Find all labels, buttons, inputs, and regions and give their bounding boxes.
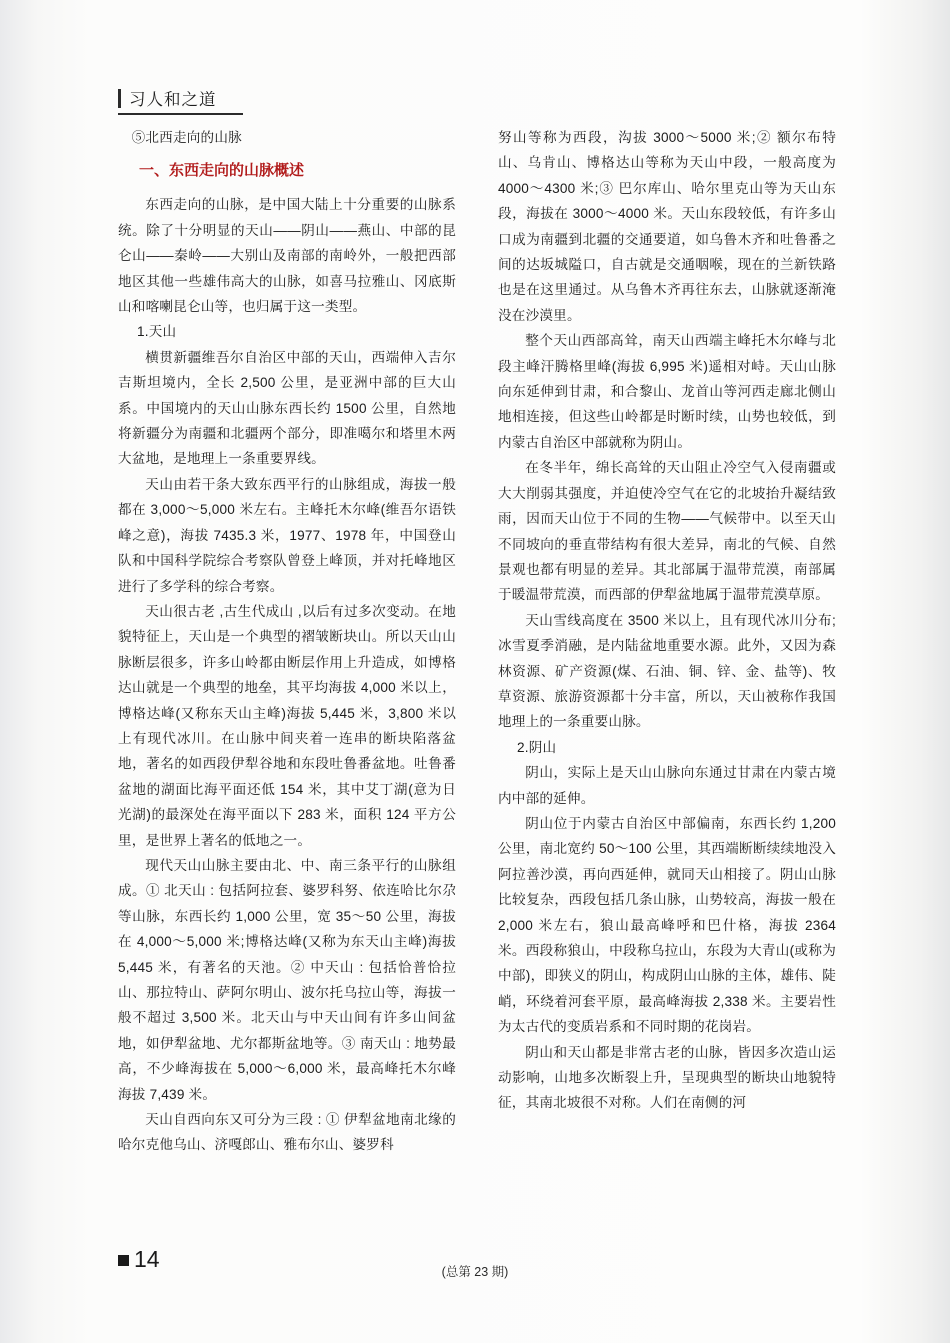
subheading: 2.阴山 [517, 739, 557, 755]
paragraph: 横贯新疆维吾尔自治区中部的天山，西端伸入吉尔吉斯坦境内，全长 2,500 公里，是亚洲中部的巨大山系。中国境内的天山山脉东西长约 1500 公里，自然地将新疆分为南疆和北疆两个部分，即准噶尔和塔里木两大盆地，是地理上一条重要界线。 [118, 349, 456, 467]
paragraph: 阴山位于内蒙古自治区中部偏南，东西长约 1,200 公里，南北宽约 50～100 公里，其西端断断续续地没入阿拉善沙漠，再向西延伸，就同天山相接了。阴山山脉比较复杂，西段包括几条山脉，山势较高，海拔一般在 2,000 米左右，狼山最高峰呼和巴什格，海拔 2364 米。西段称狼山，中段称乌拉山，东段为大青山(或称为中部)，即狭义的阴山，构成阴山山脉的主体，雄伟、陡峭，环绕着河套平原，最高峰海拔 2,338 米。主要岩性为太古代的变质岩系和不同时期的花岗岩。 [498, 815, 836, 1035]
paragraph: 现代天山山脉主要由北、中、南三条平行的山脉组成。① 北天山 : 包括阿拉套、婆罗科努、依连哈比尔尕等山脉，东西长约 1,000 公里，宽 35～50 公里，海拔在 4,000～5,000 米;博格达峰(又称为东天山主峰)海拔 5,445 米，有著名的天池。② 中天山 : 包括恰普恰拉山、那拉特山、萨阿尔明山、波尔托乌拉山等，海拔一般不超过 3,500 米。北天山与中天山间有许多山间盆地，如伊犁盆地、尤尔都斯盆地等。③ 南天山 : 地势最高，不少峰海拔在 5,000～6,000 米，最高峰托木尔峰海拔 7,439 米。 [118, 857, 456, 1102]
header-rule-icon [118, 89, 121, 108]
section-heading: 一、东西走向的山脉概述 [139, 162, 305, 180]
left-column [118, 125, 456, 1158]
subheading: 1.天山 [137, 324, 177, 340]
running-header [118, 86, 217, 110]
page-number: 14 [134, 1246, 160, 1272]
paragraph: ⑤北西走向的山脉 [131, 130, 242, 145]
paragraph: 天山雪线高度在 3500 米以上，且有现代冰川分布;冰雪夏季消融，是内陆盆地重要水源。此外，又因为森林资源、矿产资源(煤、石油、铜、锌、金、盐等)、牧草资源、旅游资源都十分丰富，所以，天山被称作我国地理上的一条重要山脉。 [498, 612, 836, 730]
header-underline [118, 113, 243, 115]
paragraph: 天山很古老 ,古生代成山 ,以后有过多次变动。在地貌特征上，天山是一个典型的褶皱断块山。所以天山山脉断层很多，许多山岭都由断层作用上升造成，如博格达山就是一个典型的地垒，其平均海拔 4,000 米以上，博格达峰(又称东天山主峰)海拔 5,445 米，3,800 米以上有现代冰川。在山脉中间夹着一连串的断块陷落盆地，著名的如西段伊犁谷地和东段吐鲁番盆地。吐鲁番盆地的湖面比海平面还低 154 米，其中艾丁湖(意为日光湖)的最深处在海平面以下 283 米，面积 124 平方公里，是世界上著名的低地之一。 [118, 603, 456, 848]
paragraph: 东西走向的山脉，是中国大陆上十分重要的山脉系统。除了十分明显的天山——阴山——燕山、中部的昆仑山——秦岭——大别山及南部的南岭外，一般把西部地区其他一些雄伟高大的山脉，如喜马拉雅山、冈底斯山和喀喇昆仑山等，也归属于这一类型。 [118, 197, 456, 315]
right-column [498, 125, 836, 1158]
two-column-body [118, 125, 836, 1158]
paragraph: 整个天山西部高耸，南天山西端主峰托木尔峰与北段主峰汗腾格里峰(海拔 6,995 米)遥相对峙。天山山脉向东延伸到甘肃，和合黎山、龙首山等河西走廊北侧山地相连接，但这些山岭都是时断时续，山势也较低，到内蒙古自治区中部就称为阴山。 [498, 333, 836, 450]
footer-issue: (总第 23 期) [441, 1265, 509, 1279]
paragraph: 阴山和天山都是非常古老的山脉，皆因多次造山运动影响，山地多次断裂上升，呈现典型的断块山地貌特征，其南北坡很不对称。人们在南侧的河 [498, 1044, 836, 1111]
paragraph: 努山等称为西段，沟拔 3000～5000 米;② 额尔布特山、乌肯山、博格达山等称为天山中段，一般高度为 4000～4300 米;③ 巴尔库山、哈尔里克山等为天山东段，海拔在 3000～4000 米。天山东段较低，有许多山口成为南疆到北疆的交通要道，如乌鲁木齐和吐鲁番之间的达坂城隘口，自古就是交通咽喉，现在的兰新铁路也是在这里通过。从乌鲁木齐再往东去，山脉就逐渐淹没在沙漠里。 [498, 130, 836, 323]
paragraph: 阴山，实际上是天山山脉向东通过甘肃在内蒙古境内中部的延伸。 [498, 765, 836, 806]
paragraph: 在冬半年，绵长高耸的天山阻止冷空气入侵南疆或大大削弱其强度，并迫使冷空气在它的北坡抬升凝结致雨，因而天山位于不同的生物——气候带中。以至天山不同坡向的垂直带结构有很大差异，南北的气候、自然景观也都有明显的差异。其北部属于温带荒漠，南部属于暖温带荒漠，而西部的伊犁盆地属于温带荒漠草原。 [498, 460, 836, 603]
paragraph: 天山自西向东又可分为三段 : ① 伊犁盆地南北缘的哈尔克他乌山、济嘎郎山、雅布尔山、婆罗科 [118, 1112, 456, 1153]
running-title: 习人和之道 [129, 90, 217, 109]
paragraph: 天山由若干条大致东西平行的山脉组成，海拔一般都在 3,000～5,000 米左右。主峰托木尔峰(维吾尔语铁峰之意)，海拔 7435.3 米，1977、1978 年，中国登山队和中国科学院综合考察队曾登上峰顶，并对托峰地区进行了多学科的综合考察。 [118, 476, 456, 594]
